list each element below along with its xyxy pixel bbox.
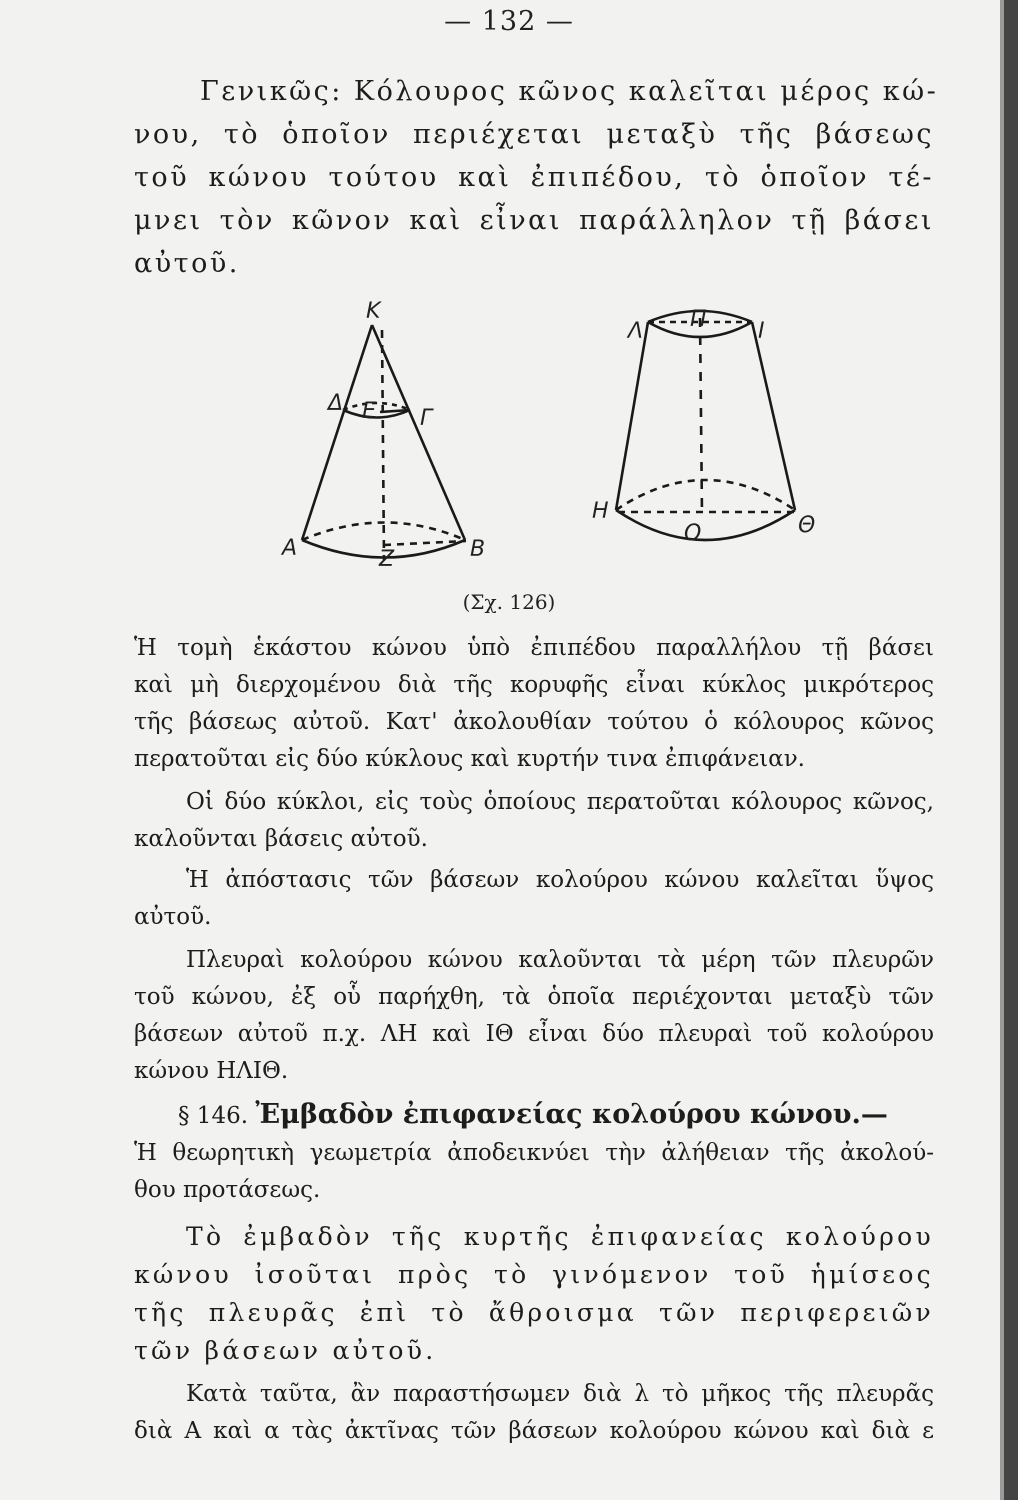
- text-line: Οἱ δύο κύκλοι, εἰς τοὺς ὁποίους περατοῦται κόλουρος κῶνος,: [186, 789, 934, 815]
- text-line: περατοῦται εἰς δύο κύκλους καὶ κυρτήν τινα ἐπιφάνειαν.: [134, 746, 805, 772]
- height-paragraph: [134, 862, 934, 936]
- label-h: Η: [592, 499, 609, 524]
- section-number: § 146.: [178, 1103, 249, 1129]
- bases-paragraph: [134, 784, 934, 858]
- theorem-line: Τὸ ἐμβαδὸν τῆς κυρτῆς ἐπιφανείας κολούρου: [186, 1222, 934, 1251]
- theorem-line: κώνου ἰσοῦται πρὸς τὸ γινόμενον τοῦ ἡμίσεος: [134, 1260, 934, 1289]
- text-line: Ἡ θεωρητικὴ γεωμετρία ἀποδεικνύει τὴν ἀλήθειαν τῆς ἀκολού-: [134, 1140, 934, 1166]
- section-title: Ἐμβαδὸν ἐπιφανείας κολούρου κώνου.—: [255, 1099, 888, 1130]
- theorem-line: τῶν βάσεων αὐτοῦ.: [134, 1336, 437, 1365]
- intro-line: αὐτοῦ.: [134, 248, 240, 279]
- intro-line: τοῦ κώνου τούτου καὶ ἐπιπέδου, τὸ ὁποῖον τέ-: [134, 162, 934, 193]
- label-z: Ζ: [379, 547, 395, 572]
- text-line: Ἡ ἀπόστασις τῶν βάσεων κολούρου κώνου καλεῖται ὕψος: [186, 867, 934, 893]
- label-b: Β: [470, 537, 486, 562]
- text-line: βάσεων αὐτοῦ π.χ. ΛΗ καὶ ΙΘ εἶναι δύο πλευραὶ τοῦ κολούρου: [134, 1021, 934, 1047]
- label-e: Ε: [362, 399, 376, 424]
- section-146: [134, 1096, 934, 1209]
- frustum-drawing: [616, 311, 795, 540]
- label-o: Ο: [684, 521, 702, 546]
- text-line: Ἡ τομὴ ἑκάστου κώνου ὑπὸ ἐπιπέδου παραλλήλου τῇ βάσει: [134, 635, 934, 661]
- sides-paragraph: [134, 942, 934, 1090]
- text-line: τῆς βάσεως αὐτοῦ. Κατ' ἀκολουθίαν τούτου ὁ κόλουρος κῶνος: [134, 709, 934, 735]
- text-line: κώνου ΗΛΙΘ.: [134, 1058, 289, 1084]
- label-g: Γ: [420, 406, 433, 431]
- text-line: αὐτοῦ.: [134, 904, 212, 930]
- intro-line: νου, τὸ ὁποῖον περιέχεται μεταξὺ τῆς βάσεως: [134, 119, 934, 150]
- text-line: Πλευραὶ κολούρου κώνου καλοῦνται τὰ μέρη τῶν πλευρῶν: [186, 947, 934, 973]
- label-a: Α: [282, 536, 298, 561]
- section-heading-line: [134, 1096, 934, 1135]
- label-th: Θ: [798, 513, 816, 538]
- theorem-line: τῆς πλευρᾶς ἐπὶ τὸ ἄθροισμα τῶν περιφερειῶν: [134, 1298, 934, 1327]
- text-line: διὰ Α καὶ α τὰς ἀκτῖνας τῶν βάσεων κολούρου κώνου καὶ διὰ ε: [134, 1418, 934, 1444]
- figure-caption: (Σχ. 126): [462, 590, 556, 614]
- theorem-paragraph: [134, 1218, 934, 1370]
- label-d: Δ: [328, 391, 344, 416]
- page-number: — 132 —: [444, 6, 574, 37]
- text-line: θου προτάσεως.: [134, 1177, 321, 1203]
- text-line: Κατὰ ταῦτα, ἂν παραστήσωμεν διὰ λ τὸ μῆκος τῆς πλευρᾶς: [186, 1381, 934, 1407]
- cone-figures: [0, 0, 1018, 620]
- text-line: καὶ μὴ διερχομένου διὰ τῆς κορυφῆς εἶναι κύκλος μικρότερος: [134, 672, 934, 698]
- intro-line: μνει τὸν κῶνον καὶ εἶναι παράλληλον τῇ βάσει: [134, 205, 934, 236]
- text-line: τοῦ κώνου, ἐξ οὗ παρήχθη, τὰ ὁποῖα περιέχονται μεταξὺ τῶν: [134, 984, 934, 1010]
- section-paragraph: [134, 630, 934, 778]
- label-l: Λ: [628, 319, 644, 344]
- closing-paragraph: [134, 1376, 934, 1450]
- label-k: Κ: [366, 299, 381, 324]
- label-i: Ι: [758, 319, 765, 344]
- label-p: Π: [690, 307, 707, 332]
- text-line: καλοῦνται βάσεις αὐτοῦ.: [134, 826, 428, 852]
- cone-drawing: [302, 325, 466, 560]
- intro-line: Γενικῶς: Κόλουρος κῶνος καλεῖται μέρος κώ-: [200, 76, 939, 107]
